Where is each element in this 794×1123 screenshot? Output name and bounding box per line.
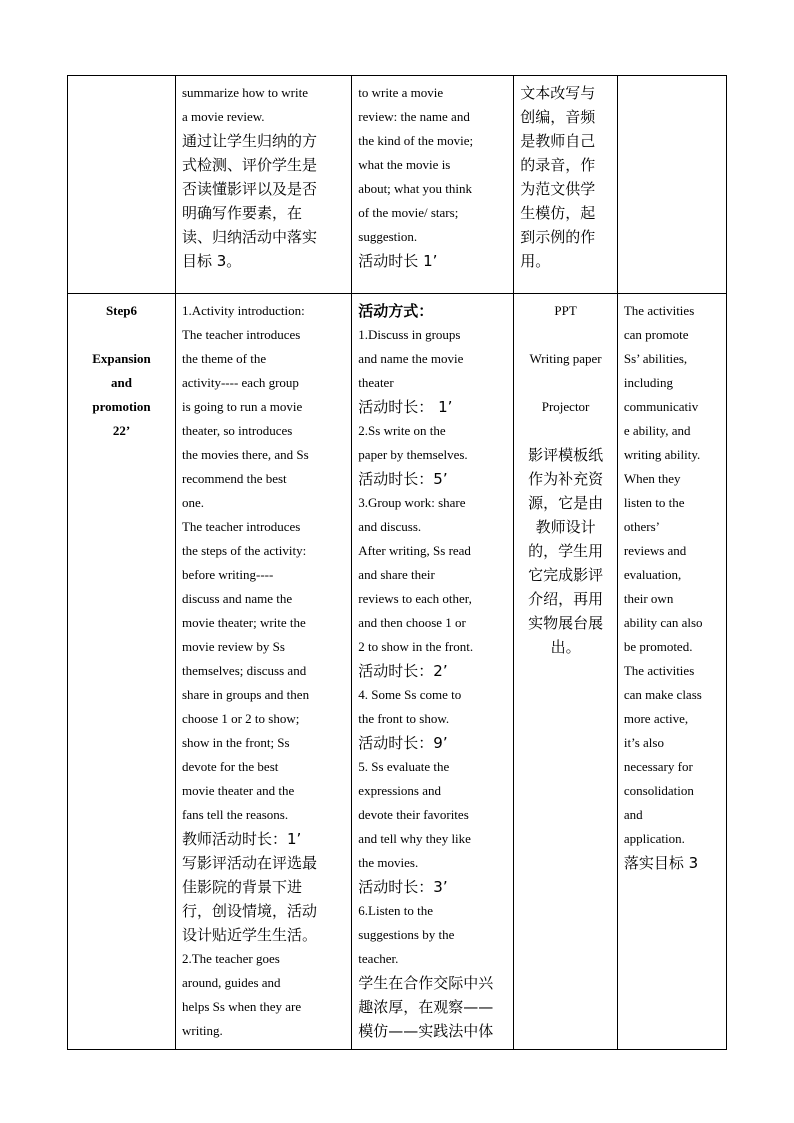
text-line: a movie review. — [181, 109, 265, 124]
text-line: can promote — [623, 327, 689, 342]
resources-cell — [514, 76, 618, 294]
text-line: 5. Ss evaluate the — [358, 759, 450, 774]
text-line: 落实目标 3 — [623, 854, 699, 872]
text-line: The activities — [623, 303, 695, 318]
text-line: 写影评活动在评选最 — [181, 854, 317, 872]
text-line: 活动时长：5’ — [358, 470, 448, 488]
text-line: 模仿——实践法中体 — [358, 1022, 494, 1040]
text-line: 活动时长 1’ — [358, 252, 438, 270]
text-line: 的，学生用 — [528, 542, 604, 560]
text-line: evaluation, — [623, 567, 682, 582]
text-line: 4. Some Ss come to — [358, 687, 462, 702]
text-line: themselves; discuss and — [181, 663, 307, 678]
text-line: 2.Ss write on the — [358, 423, 446, 438]
text-line: 1.Discuss in groups — [358, 327, 461, 342]
text-line: choose 1 or 2 to show; — [181, 711, 300, 726]
text-line: 影评模板纸 — [528, 446, 604, 464]
text-line: others’ — [623, 519, 660, 534]
text-line: it’s also — [623, 735, 664, 750]
text-line: The teacher introduces — [181, 327, 301, 342]
step-duration: 22’ — [112, 423, 131, 438]
spacer — [520, 419, 611, 443]
text-line: 行，创设情境，活动 — [181, 902, 317, 920]
text-line: 活动时长：2’ — [358, 662, 448, 680]
text-line: theater — [358, 375, 394, 390]
student-activity-cell — [352, 294, 514, 1050]
text-line: and tell why they like — [358, 831, 471, 846]
text-line: When they — [623, 471, 681, 486]
text-line: writing ability. — [623, 447, 701, 462]
text-line: about; what you think — [358, 181, 473, 196]
text-line: suggestions by the — [358, 927, 455, 942]
text-line: Writing paper — [529, 351, 602, 366]
text-line: one. — [181, 495, 205, 510]
text-line: the theme of the — [181, 351, 267, 366]
student-activity-list — [358, 323, 507, 1043]
text-line: PPT — [554, 303, 577, 318]
step-title-line-2: and — [111, 375, 132, 390]
purpose-cell — [617, 294, 726, 1050]
text-line: movie theater; write the — [181, 615, 306, 630]
step-cell — [68, 294, 176, 1050]
text-line: movie theater and the — [181, 783, 295, 798]
text-line: expressions and — [358, 783, 441, 798]
text-line: 活动时长：9’ — [358, 734, 448, 752]
text-line: 明确写作要素，在 — [181, 204, 302, 222]
step-cell-empty — [68, 76, 176, 294]
text-line: 教师活动时长：1’ — [181, 830, 302, 848]
text-line: before writing---- — [181, 567, 274, 582]
text-line: 为范文供学 — [520, 180, 596, 198]
text-line: 它完成影评 — [528, 566, 604, 584]
text-line: 活动时长： 1’ — [358, 398, 453, 416]
text-line: helps Ss when they are — [181, 999, 302, 1014]
text-line: ability can also — [623, 615, 703, 630]
text-line: 1.Activity introduction: — [181, 303, 305, 318]
text-line: writing. — [181, 1023, 223, 1038]
text-line: and name the movie — [358, 351, 464, 366]
text-line: summarize how to write — [181, 85, 308, 100]
text-line: the steps of the activity: — [181, 543, 307, 558]
text-line: application. — [623, 831, 685, 846]
spacer — [520, 323, 611, 347]
text-line: 文本改写与 — [520, 84, 596, 102]
lesson-plan-table — [67, 75, 727, 1050]
text-line: around, guides and — [181, 975, 281, 990]
text-line: 源，它是由 — [528, 494, 604, 512]
text-line: theater, so introduces — [181, 423, 293, 438]
text-line: The teacher introduces — [181, 519, 301, 534]
text-line: listen to the — [623, 495, 685, 510]
text-line: 设计贴近学生生活。 — [181, 926, 317, 944]
text-line: and discuss. — [358, 519, 422, 534]
text-line: Projector — [541, 399, 590, 414]
text-line: 通过让学生归纳的方 — [181, 132, 317, 150]
text-line: more active, — [623, 711, 689, 726]
text-line: the kind of the movie; — [358, 133, 474, 148]
text-line: recommend the best — [181, 471, 287, 486]
text-line: and then choose 1 or — [358, 615, 466, 630]
text-line: movie review by Ss — [181, 639, 285, 654]
text-line: 用。 — [520, 252, 551, 270]
text-line: show in the front; Ss — [181, 735, 290, 750]
text-line: 是教师自己 — [520, 132, 596, 150]
text-line: 实物展台展 — [528, 614, 604, 632]
text-line: 目标 3。 — [181, 252, 242, 270]
resources-cell — [514, 294, 618, 1050]
text-line: 佳影院的背景下进 — [181, 878, 302, 896]
text-line: review: the name and — [358, 109, 470, 124]
text-line: discuss and name the — [181, 591, 293, 606]
text-line: 否读懂影评以及是否 — [181, 180, 317, 198]
text-line: reviews to each other, — [358, 591, 472, 606]
text-line: to write a movie — [358, 85, 444, 100]
text-line: After writing, Ss read — [358, 543, 471, 558]
activity-mode-heading: 活动方式： — [358, 302, 434, 320]
text-line: teacher. — [358, 951, 399, 966]
text-line: share in groups and then — [181, 687, 310, 702]
text-line: 学生在合作交际中兴 — [358, 974, 494, 992]
table-row-step6 — [68, 294, 727, 1050]
text-line: 出。 — [550, 638, 581, 656]
text-line: 创编，音频 — [520, 108, 596, 126]
purpose-cell-empty — [617, 76, 726, 294]
text-line: including — [623, 375, 673, 390]
step-title-line-3: promotion — [92, 399, 151, 414]
text-line: devote for the best — [181, 759, 279, 774]
text-line: is going to run a movie — [181, 399, 303, 414]
text-line: 的录音，作 — [520, 156, 596, 174]
text-line: consolidation — [623, 783, 694, 798]
text-line: paper by themselves. — [358, 447, 468, 462]
text-line: devote their favorites — [358, 807, 469, 822]
text-line: activity---- each group — [181, 375, 299, 390]
text-line: and share their — [358, 567, 435, 582]
text-line: 2 to show in the front. — [358, 639, 474, 654]
text-line: communicativ — [623, 399, 699, 414]
text-line: the front to show. — [358, 711, 450, 726]
text-line: of the movie/ stars; — [358, 205, 459, 220]
spacer — [520, 371, 611, 395]
text-line: 生模仿，起 — [520, 204, 596, 222]
text-line: 作为补充资 — [528, 470, 604, 488]
text-line: suggestion. — [358, 229, 418, 244]
step-title-line-1: Expansion — [92, 351, 151, 366]
text-line: 介绍，再用 — [528, 590, 604, 608]
text-line: 2.The teacher goes — [181, 951, 280, 966]
text-line: Ss’ abilities, — [623, 351, 688, 366]
student-activity-cell — [352, 76, 514, 294]
text-line: 式检测、评价学生是 — [181, 156, 317, 174]
text-line: 6.Listen to the — [358, 903, 434, 918]
step-name: Step6 — [105, 303, 138, 318]
teacher-activity-cell — [175, 294, 351, 1050]
text-line: necessary for — [623, 759, 693, 774]
text-line: and — [623, 807, 643, 822]
text-line: 趣浓厚，在观察—— — [358, 998, 494, 1016]
text-line: 到示例的作 — [520, 228, 596, 246]
text-line: 活动时长：3’ — [358, 878, 448, 896]
text-line: 读、归纳活动中落实 — [181, 228, 317, 246]
text-line: 3.Group work: share — [358, 495, 466, 510]
text-line: their own — [623, 591, 674, 606]
text-line: reviews and — [623, 543, 687, 558]
text-line: be promoted. — [623, 639, 693, 654]
text-line: what the movie is — [358, 157, 451, 172]
text-line: the movies there, and Ss — [181, 447, 309, 462]
teacher-activity-cell — [175, 76, 351, 294]
text-line: the movies. — [358, 855, 419, 870]
text-line: The activities — [623, 663, 695, 678]
table-row-continuation — [68, 76, 727, 294]
text-line: fans tell the reasons. — [181, 807, 289, 822]
text-line: e ability, and — [623, 423, 691, 438]
text-line: can make class — [623, 687, 702, 702]
text-line: 教师设计 — [535, 518, 596, 536]
